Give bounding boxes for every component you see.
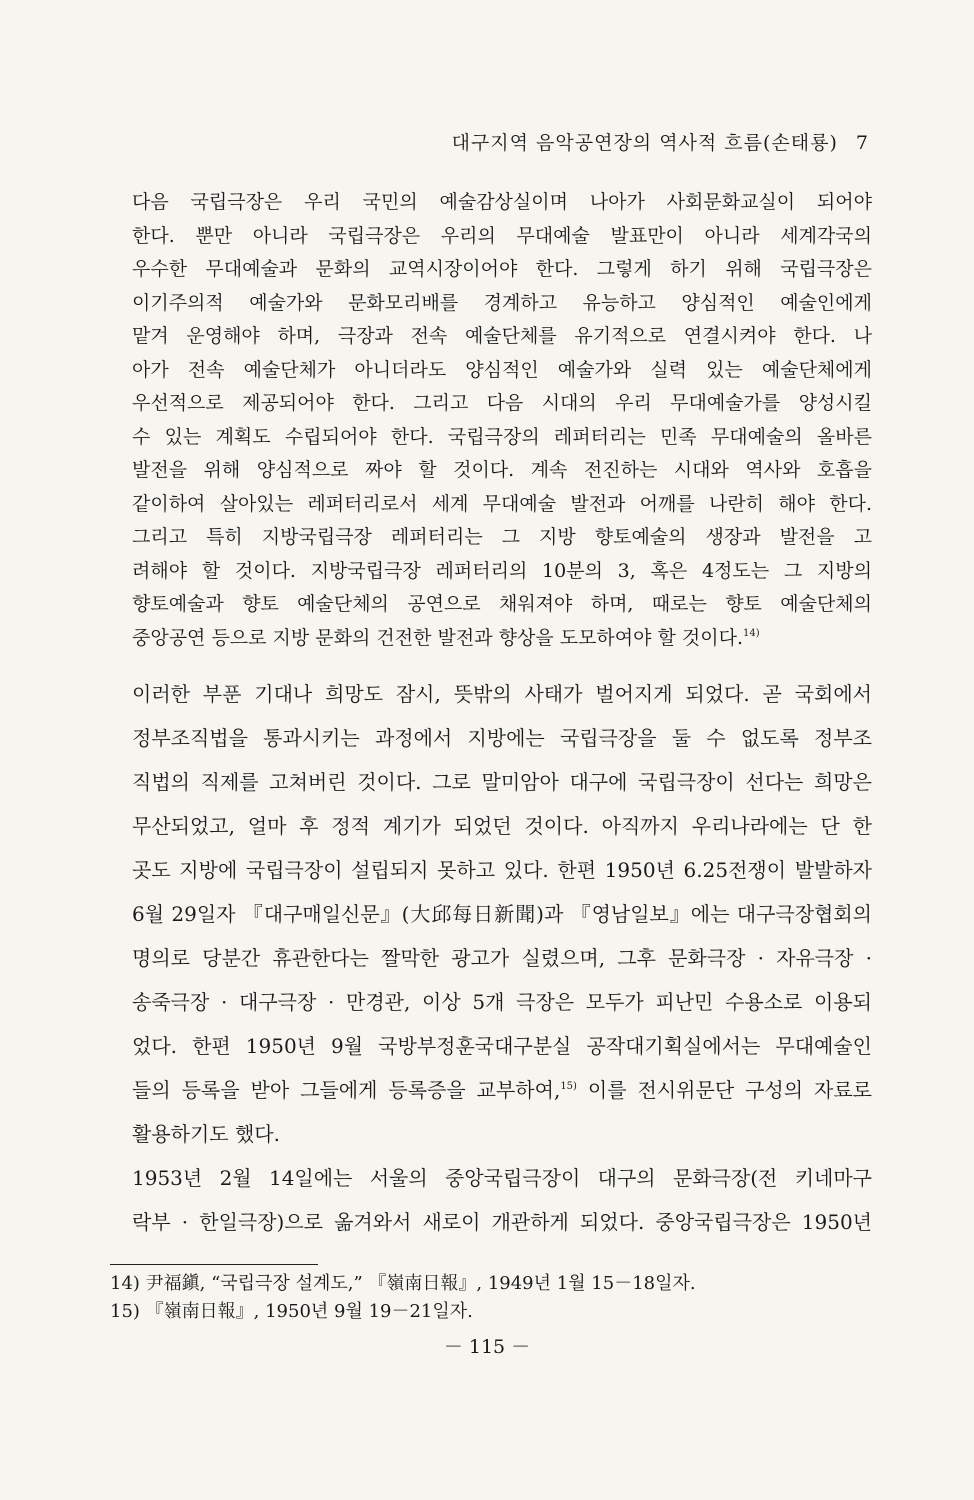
quote-last-line [132, 622, 872, 656]
body-line-text: 들의 등록을 받아 그들에게 등록증을 교부하여, [132, 1078, 561, 1102]
quote-line: 우수한 무대예술과 문화의 교역시장이어야 한다. 그렇게 하기 위해 국립극장은 [132, 258, 872, 280]
body-line: 명의로 당분간 휴관한다는 짤막한 광고가 실렸으며, 그후 문화극장 · 자유극장 · [132, 946, 872, 970]
quote-line: 우선적으로 제공되어야 한다. 그리고 다음 시대의 우리 무대예술가를 양성시킬 [132, 392, 872, 414]
quote-line: 수 있는 계획도 수립되어야 한다. 국립극장의 레퍼터리는 민족 무대예술의 올바른 [132, 425, 872, 448]
body-line: 활용하기도 했다. [132, 1122, 280, 1146]
footnote-rule [110, 1264, 318, 1265]
body-line: 곳도 지방에 국립극장이 설립되지 못하고 있다. 한편 1950년 6.25전쟁이 발발하자 [132, 858, 872, 882]
body-line-with-ref [132, 1068, 872, 1112]
body-line: 6월 29일자 『대구매일신문』(大邱每日新聞)과 『영남일보』에는 대구극장협회의 [132, 902, 872, 926]
body-line: 무산되었고, 얼마 후 정적 계기가 되었던 것이다. 아직까지 우리나라에는 단 한 [132, 814, 872, 838]
quote-line: 이기주의적 예술가와 문화모리배를 경계하고 유능하고 양심적인 예술인에게 [132, 291, 872, 314]
footnote-ref-14[interactable]: 14) [743, 627, 760, 639]
block-quote [132, 186, 872, 655]
running-title: 대구지역 음악공연장의 역사적 흐름(손태룡) [451, 132, 838, 154]
body-line: 1953년 2월 14일에는 서울의 중앙국립극장이 대구의 문화극장(전 키네마구 [132, 1166, 872, 1190]
body-line: 송죽극장 · 대구극장 · 만경관, 이상 5개 극장은 모두가 피난민 수용소로 이용되 [132, 990, 872, 1014]
header-page-number: 7 [855, 132, 869, 154]
quote-line: 맡겨 운영해야 하며, 극장과 전속 예술단체를 유기적으로 연결시켜야 한다. 나 [132, 325, 872, 347]
footnote-14: 14) 尹福鎭, “국립극장 설계도,” 『嶺南日報』, 1949년 1월 15－18일자. [110, 1273, 696, 1294]
body-line [132, 672, 872, 716]
quote-line: 그리고 특히 지방국립극장 레퍼터리는 그 지방 향토예술의 생장과 발전을 고 [132, 526, 872, 548]
quote-line: 다음 국립극장은 우리 국민의 예술감상실이며 나아가 사회문화교실이 되어야 [132, 191, 872, 213]
body-line: 락부 · 한일극장)으로 옮겨와서 새로이 개관하게 되었다. 중앙국립극장은 1950년 [132, 1210, 872, 1234]
body-text [132, 672, 872, 1244]
body-line: 정부조직법을 통과시키는 과정에서 지방에는 국립극장을 둘 수 없도록 정부조 [132, 726, 872, 750]
quote-line: 발전을 위해 양심적으로 짜야 할 것이다. 계속 전진하는 시대와 역사와 호흡을 [132, 459, 872, 481]
body-line-text: 이를 전시위문단 구성의 자료로 [576, 1078, 872, 1102]
footnote-ref-15[interactable]: 15) [560, 1081, 577, 1092]
page-folio: － 115 － [443, 1336, 531, 1358]
quote-line: 같이하여 살아있는 레퍼터리로서 세계 무대예술 발전과 어깨를 나란히 해야 한다. [132, 492, 872, 515]
running-header [452, 128, 869, 155]
quote-line: 한다. 뿐만 아니라 국립극장은 우리의 무대예술 발표만이 아니라 세계각국의 [132, 224, 872, 247]
footnotes [110, 1270, 696, 1326]
footnote-15: 15) 『嶺南日報』, 1950년 9월 19－21일자. [110, 1301, 473, 1322]
body-line-text: 이러한 부푼 기대나 희망도 잠시, 뜻밖의 사태가 벌어지게 되었다. 곧 국회에서 [132, 682, 872, 706]
body-line: 었다. 한편 1950년 9월 국방부정훈국대구분실 공작대기획실에서는 무대예술인 [132, 1034, 872, 1058]
quote-line: 향토예술과 향토 예술단체의 공연으로 채워져야 하며, 때로는 향토 예술단체의 [132, 593, 872, 615]
quote-line: 려해야 할 것이다. 지방국립극장 레퍼터리의 10분의 3, 혹은 4정도는 그 지방의 [132, 559, 872, 582]
quote-line: 아가 전속 예술단체가 아니더라도 양심적인 예술가와 실력 있는 예술단체에게 [132, 358, 872, 381]
quote-last-text: 중앙공연 등으로 지방 문화의 건전한 발전과 향상을 도모하여야 할 것이다. [132, 626, 744, 649]
body-line: 직법의 직제를 고쳐버린 것이다. 그로 말미암아 대구에 국립극장이 선다는 희망은 [132, 770, 872, 794]
